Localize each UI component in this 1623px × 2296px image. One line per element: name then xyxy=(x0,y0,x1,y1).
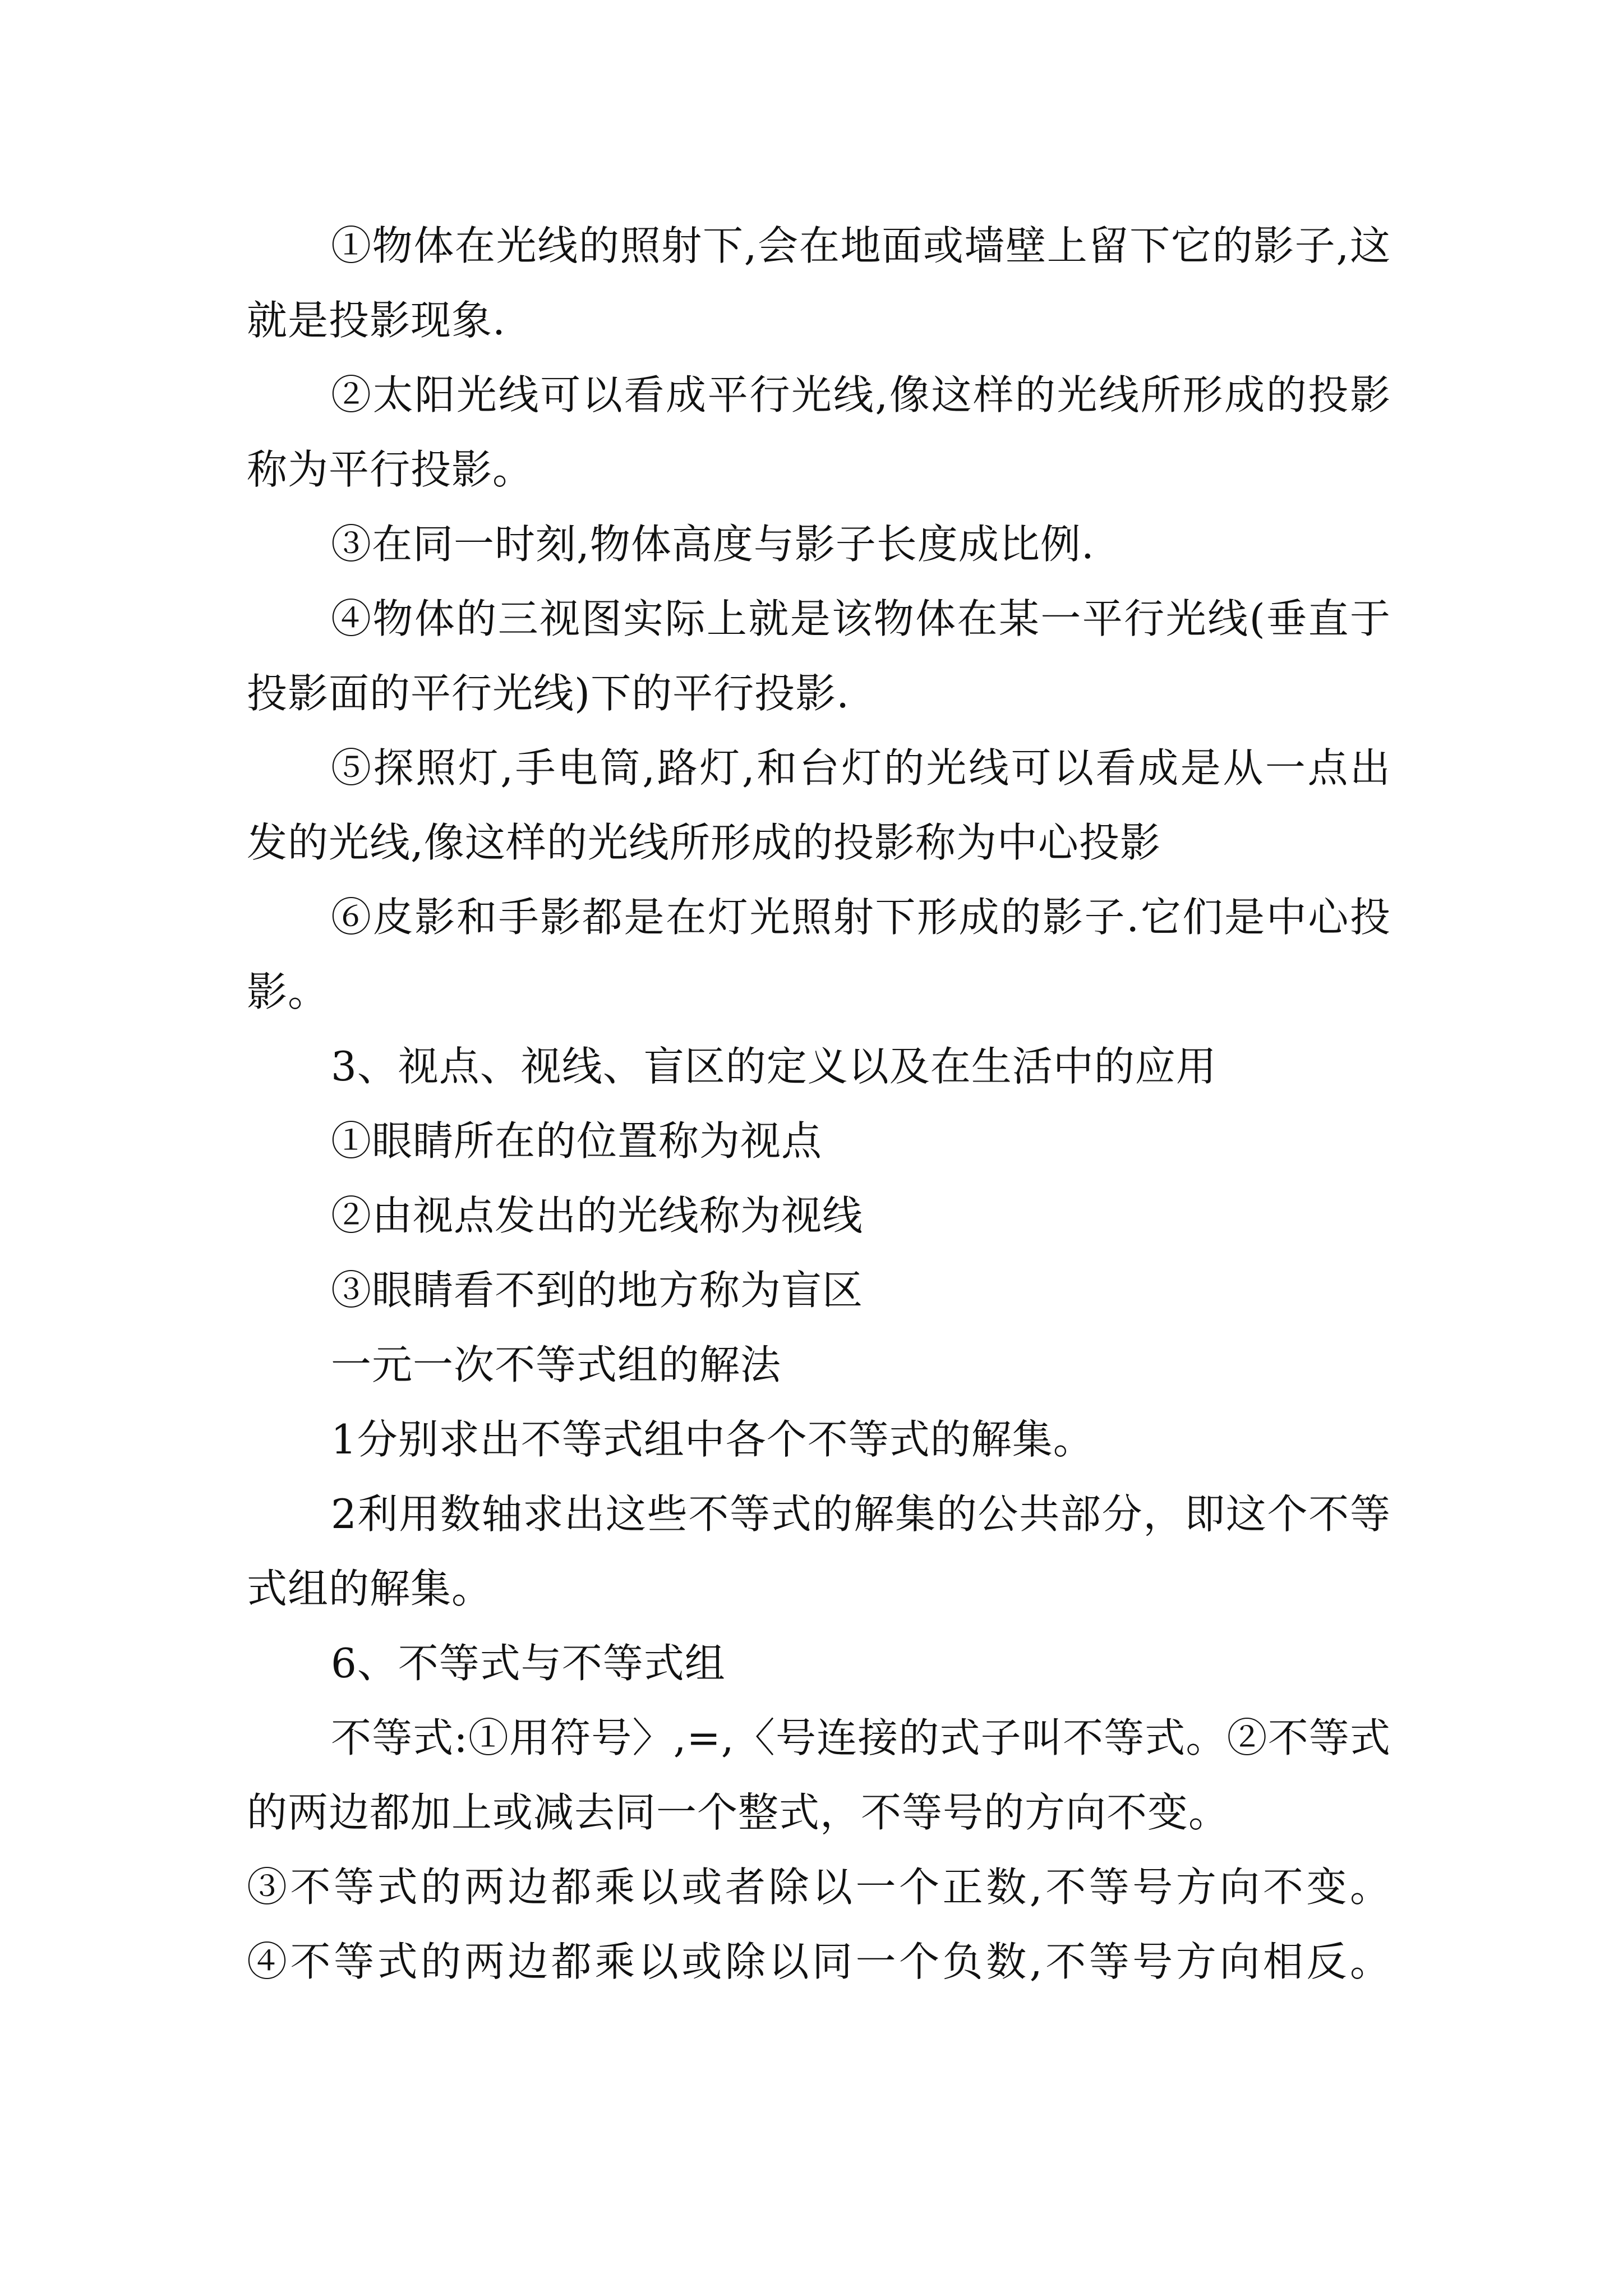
paragraph-three-views: ④物体的三视图实际上就是该物体在某一平行光线(垂直于投影面的平行光线)下的平行投影. xyxy=(247,595,1391,717)
paragraph-proportion: ③在同一时刻,物体高度与影子长度成比例. xyxy=(331,521,1095,568)
paragraph-step-one: 1分别求出不等式组中各个不等式的解集。 xyxy=(331,1416,1094,1463)
paragraph-central-projection: ⑤探照灯,手电筒,路灯,和台灯的光线可以看成是从一点出发的光线,像这样的光线所形成的投影称为中心投影 xyxy=(247,744,1391,866)
paragraph-shadow-projection: ①物体在光线的照射下,会在地面或墙壁上留下它的影子,这就是投影现象. xyxy=(247,222,1391,344)
paragraph-negative-multiply: ④不等式的两边都乘以或除以同一个负数,不等号方向相反。 xyxy=(247,1938,1391,1985)
paragraph-viewpoint-heading: 3、视点、视线、盲区的定义以及在生活中的应用 xyxy=(331,1043,1217,1090)
paragraph-line-of-sight: ②由视点发出的光线称为视线 xyxy=(331,1192,864,1239)
paragraph-blind-zone: ③眼睛看不到的地方称为盲区 xyxy=(331,1267,864,1314)
paragraph-viewpoint: ①眼睛所在的位置称为视点 xyxy=(331,1117,823,1165)
paragraph-step-two: 2利用数轴求出这些不等式的解集的公共部分，即这个不等式组的解集。 xyxy=(247,1490,1391,1612)
paragraph-shadow-play: ⑥皮影和手影都是在灯光照射下形成的影子.它们是中心投影。 xyxy=(247,894,1391,1015)
document-body xyxy=(247,209,1391,1999)
paragraph-parallel-projection: ②太阳光线可以看成平行光线,像这样的光线所形成的投影称为平行投影。 xyxy=(247,371,1391,493)
paragraph-inequality-system-heading: 一元一次不等式组的解法 xyxy=(331,1341,782,1388)
paragraph-positive-multiply: ③不等式的两边都乘以或者除以一个正数,不等号方向不变。 xyxy=(247,1864,1391,1911)
paragraph-inequality-definition: 不等式:①用符号〉,=,〈号连接的式子叫不等式。②不等式的两边都加上或减去同一个整式，不等号的方向不变。 xyxy=(247,1714,1391,1836)
paragraph-inequality-heading: 6、不等式与不等式组 xyxy=(331,1640,726,1687)
